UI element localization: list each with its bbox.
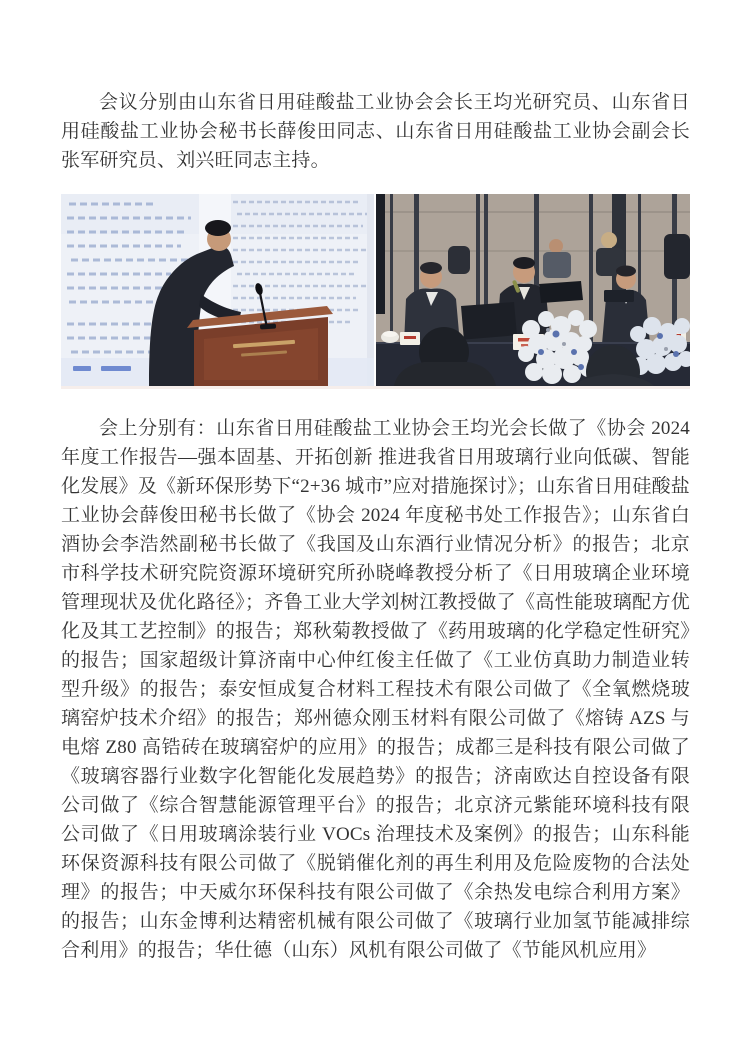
paragraph-reports: 会上分别有：山东省日用硅酸盐工业协会王均光会长做了《协会 2024 年度工作报告—强本固基、开拓创新 推进我省日用玻璃行业向低碳、智能化发展》及《新环保形势下“2+36 城市”应对措施探讨》；山东省日用硅酸盐工业协会薛俊田秘书长做了《协会 2024 年度秘书处工作报告》；山东省白酒协会李浩然副秘书长做了《我国及山东酒行业情况分析》的报告；北京市科学技术研究院资源环境研究所孙晓峰教授分析了《日用玻璃企业环境管理现状及优化路径》；齐鲁工业大学刘树江教授做了《高性能玻璃配方优化及其工艺控制》的报告；郑秋菊教授做了《药用玻璃的化学稳定性研究》的报告；国家超级计算济南中心仲红俊主任做了《工业仿真助力制造业转型升级》的报告；泰安恒成复合材料工程技术有限公司做了《全氧燃烧玻璃窑炉技术介绍》的报告；郑州德众刚玉材料有限公司做了《熔铸 AZS 与电熔 Z80 高锆砖在玻璃窑炉的应用》的报告；成都三是科技有限公司做了《玻璃容器行业数字化智能化发展趋势》的报告；济南欧达自控设备有限公司做了《综合智慧能源管理平台》的报告；北京济元紫能环境科技有限公司做了《日用玻璃涂装行业 VOCs 治理技术及案例》的报告；山东科能环保资源科技有限公司做了《脱销催化剂的再生利用及危险废物的合法处理》的报告；中天威尔环保科技有限公司做了《余热发电综合利用方案》的报告；山东金博利达精密机械有限公司做了《玻璃行业加氢节能减排综合利用》的报告；华仕德（山东）风机有限公司做了《节能风机应用》 [61, 418, 690, 961]
photo-speaker-at-podium [61, 194, 374, 386]
speaker-hair [205, 220, 231, 236]
slide-footer-marks [73, 366, 131, 371]
teacup [381, 331, 399, 343]
paragraph-moderators: 会议分别由山东省日用硅酸盐工业协会会长王均光研究员、山东省日用硅酸盐工业协会秘书长薛俊田同志、山东省日用硅酸盐工业协会副会长张军研究员、刘兴旺同志主持。 [61, 92, 690, 171]
photo-conference-attendees [376, 194, 690, 386]
document-content [61, 88, 690, 965]
photo-strip [61, 194, 690, 389]
